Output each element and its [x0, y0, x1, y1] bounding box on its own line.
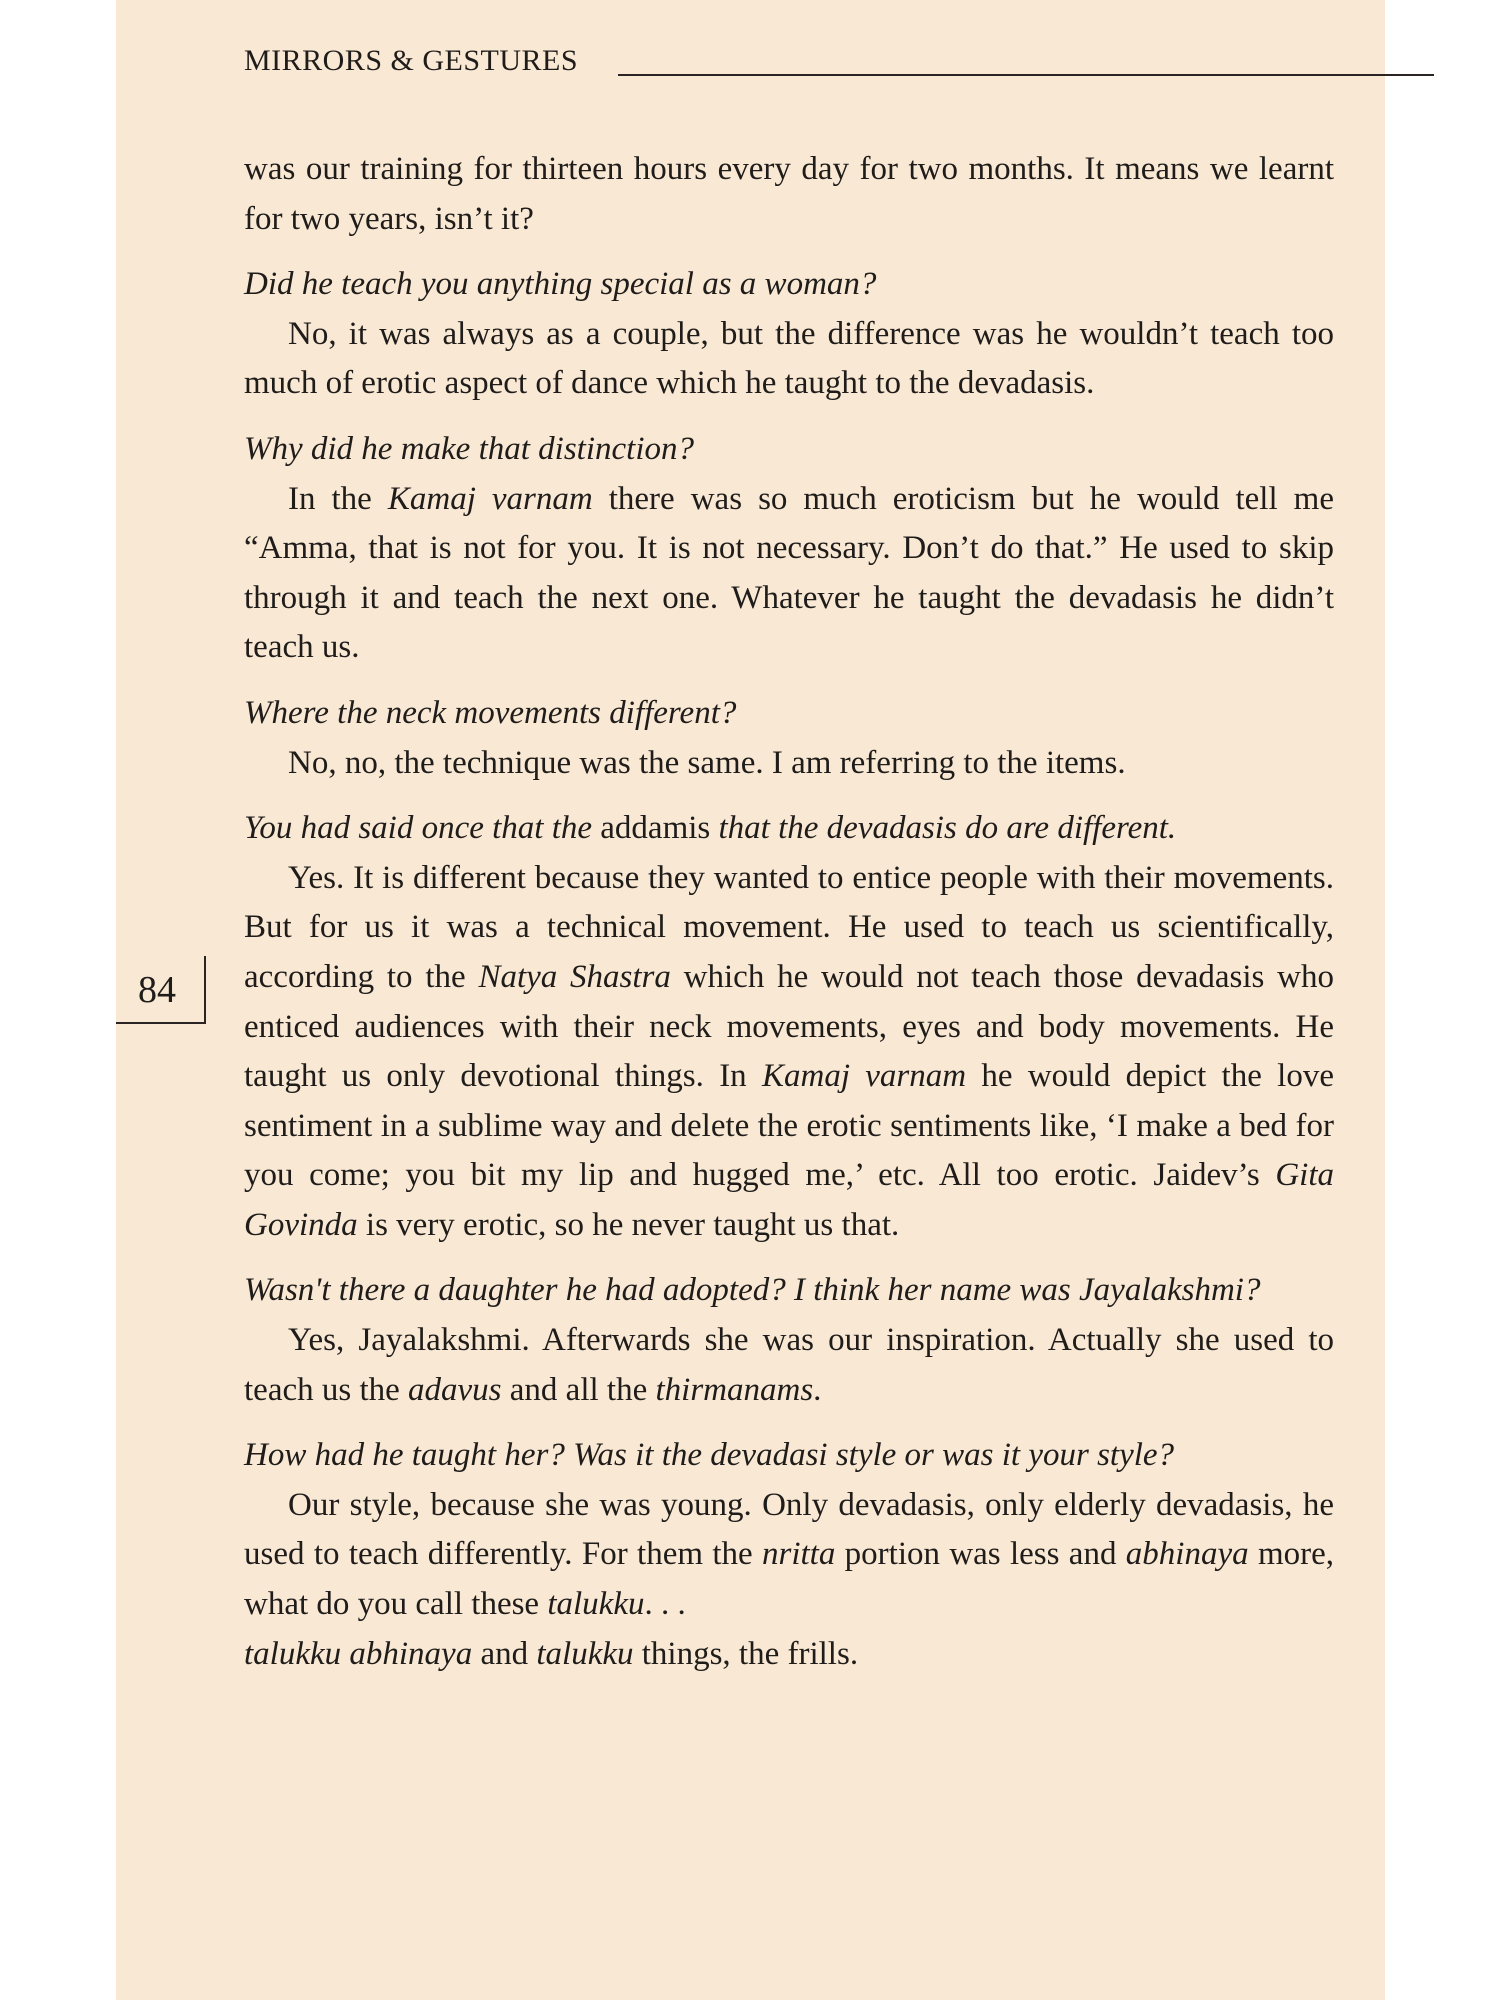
italic-term: talukku [536, 1635, 634, 1672]
text-run: You had said once that the [244, 810, 601, 847]
text-run: things, the frills. [633, 1635, 859, 1672]
italic-term: Kamaj varnam [761, 1058, 967, 1095]
paragraph-continued: was our training for thirteen hours every day for two months. It means we learnt for two years, isn’t it? [244, 151, 1334, 237]
italic-term: talukku [547, 1586, 645, 1623]
italic-term: Gita Govinda [244, 1157, 1334, 1243]
text-run: In the [288, 480, 388, 517]
italic-term: Kamaj varnam [387, 480, 593, 517]
text-run: . [813, 1371, 822, 1408]
text-run: more, what do you call these [244, 1536, 1334, 1623]
italic-term: talukku abhinaya [244, 1635, 473, 1672]
text-run: portion was less and [835, 1536, 1126, 1573]
italic-term: abhinaya [1125, 1536, 1249, 1573]
answer-4 [244, 854, 1334, 1251]
answer-6 [244, 1481, 1334, 1630]
folio-horizontal-rule [116, 1022, 206, 1024]
question-5: Wasn't there a daughter he had adopted? I think her name was Jayalakshmi? [244, 1272, 1261, 1309]
italic-term: Natya Shastra [478, 958, 671, 995]
text-run: and [472, 1635, 537, 1672]
text-run: that the devadasis do are different. [710, 810, 1177, 847]
text-run: Yes. It is different because they wanted to entice people with their movements. But for us it was a technical movement. He used to teach us scientifically, according to the [244, 859, 1334, 995]
answer-2 [244, 475, 1334, 673]
body-text [244, 145, 1334, 1679]
question-2: Why did he make that distinction? [244, 430, 694, 467]
italic-term: adavus [408, 1371, 502, 1408]
page-number-box [116, 956, 206, 1024]
answer-5 [244, 1316, 1334, 1415]
text-run: which he would not teach those devadasis who enticed audiences with their neck movements, eyes and body movements. He taught us only devotional things. In [244, 958, 1335, 1095]
answer-6-continued [244, 1630, 1334, 1680]
text-run: is very erotic, so he never taught us that. [357, 1206, 900, 1243]
question-4 [244, 804, 1334, 854]
text-run: and all the [501, 1371, 656, 1408]
page-number: 84 [138, 969, 176, 1011]
answer-1: No, it was always as a couple, but the difference was he wouldn’t teach too much of erotic aspect of dance which he taught to the devadasis. [244, 315, 1334, 402]
text-run: there was so much eroticism but he would tell me “Amma, that is not for you. It is not necessary. Don’t do that.” He used to skip through it and teach the next one. Whatever he taught the devadasis he didn’t teach us. [244, 480, 1334, 666]
running-title: MIRRORS & GESTURES [244, 44, 579, 77]
answer-3: No, no, the technique was the same. I am referring to the items. [288, 744, 1126, 781]
text-run: Our style, because she was young. Only devadasis, only elderly devadasis, he used to teach differently. For them the [244, 1486, 1334, 1573]
folio-vertical-rule [204, 956, 206, 1024]
text-run: he would depict the love sentiment in a sublime way and delete the erotic sentiments like, ‘I make a bed for you come; you bit my lip and hugged me,’ etc. All too erotic. Jaidev’s [244, 1058, 1334, 1194]
question-1: Did he teach you anything special as a woman? [244, 266, 877, 303]
italic-term: thirmanams [655, 1371, 814, 1408]
question-6: How had he taught her? Was it the devadasi style or was it your style? [244, 1437, 1175, 1474]
question-3: Where the neck movements different? [244, 694, 737, 731]
text-run: Yes, Jayalakshmi. Afterwards she was our inspiration. Actually she used to teach us the [244, 1322, 1334, 1408]
italic-term: nritta [761, 1536, 836, 1573]
header-rule [618, 74, 1434, 76]
book-page [116, 0, 1385, 2000]
text-run: . . . [644, 1586, 686, 1623]
upright-term: addamis [600, 810, 711, 847]
running-head [244, 44, 1434, 84]
